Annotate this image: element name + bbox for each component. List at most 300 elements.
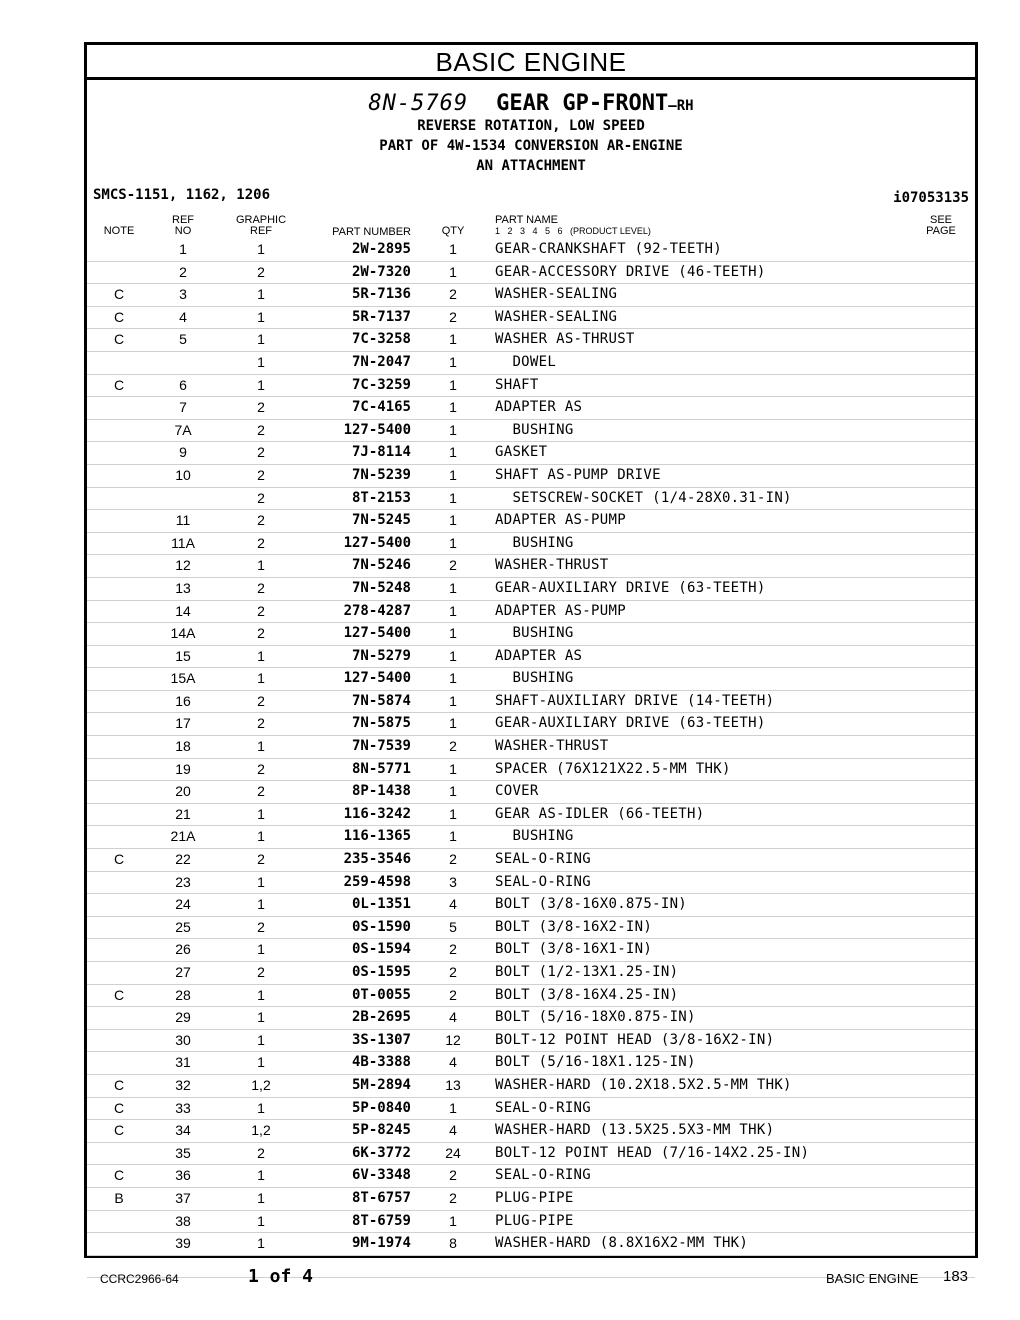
header-ref-no-line-1: REF (172, 214, 194, 226)
row-qty: 2 (449, 1189, 457, 1206)
row-graphic-ref: 1 (257, 1189, 265, 1206)
row-ref-no: 20 (175, 783, 191, 800)
row-qty: 1 (449, 760, 457, 777)
row-qty: 1 (449, 579, 457, 596)
row-part-number: 127-5400 (343, 421, 411, 438)
group-description-line-3: AN ATTACHMENT (476, 158, 586, 174)
row-part-name: BUSHING (495, 625, 574, 642)
row-part-number: 7N-5248 (351, 579, 411, 596)
row-qty: 1 (449, 715, 457, 732)
row-part-number: 0S-1590 (351, 918, 411, 935)
row-qty: 8 (449, 1235, 457, 1252)
row-graphic-ref: 1 (257, 738, 265, 755)
row-ref-no: 16 (175, 692, 191, 709)
row-part-number: 5P-8245 (351, 1122, 411, 1139)
row-ref-no: 30 (175, 1031, 191, 1048)
header-part-number: PART NUMBER (332, 226, 411, 238)
header-ref-no-line-2: NO (174, 225, 192, 237)
row-part-number: 259-4598 (343, 873, 411, 890)
row-ref-no: 6 (179, 376, 187, 393)
row-qty: 1 (449, 331, 457, 348)
table-row (87, 1188, 975, 1211)
row-part-name: WASHER-SEALING (495, 308, 618, 325)
row-part-number: 127-5400 (343, 534, 411, 551)
table-row (87, 262, 975, 285)
row-part-name: ADAPTER AS-PUMP (495, 512, 626, 529)
row-note: C (113, 1099, 125, 1116)
row-graphic-ref: 2 (257, 964, 265, 980)
row-part-number: 7N-7539 (351, 738, 411, 755)
row-part-number: 127-5400 (343, 625, 411, 642)
row-part-number: 7N-5875 (351, 715, 411, 732)
row-part-name: GEAR-ACCESSORY DRIVE (46-TEETH) (495, 263, 766, 280)
table-row (87, 985, 975, 1008)
header-graphic-ref-line-2: REF (250, 225, 272, 237)
row-part-number: 8T-6759 (351, 1212, 411, 1229)
row-qty: 1 (449, 376, 457, 393)
row-ref-no: 1 (179, 241, 187, 257)
row-graphic-ref: 2 (257, 466, 265, 483)
row-qty: 2 (449, 851, 457, 868)
row-qty: 4 (449, 1009, 457, 1026)
table-row (87, 1233, 975, 1256)
table-row (87, 465, 975, 488)
row-qty: 1 (449, 534, 457, 551)
row-part-number: 7N-5245 (351, 512, 411, 529)
row-qty: 2 (449, 964, 457, 980)
row-part-number: 235-3546 (343, 851, 411, 868)
row-graphic-ref: 2 (257, 602, 265, 619)
row-part-number: 7C-4165 (351, 399, 411, 416)
row-part-number: 2W-2895 (351, 241, 411, 257)
row-qty: 1 (449, 466, 457, 483)
row-part-number: 6K-3772 (351, 1144, 411, 1161)
row-ref-no: 17 (175, 715, 191, 732)
table-row (87, 1052, 975, 1075)
row-part-name: ADAPTER AS (495, 647, 583, 664)
row-part-number: 5R-7136 (351, 286, 411, 303)
row-part-name: GEAR AS-IDLER (66-TEETH) (495, 805, 705, 822)
header-part-name: PART NAME (495, 214, 558, 226)
row-part-name: BOLT (3/8-16X4.25-IN) (495, 986, 679, 1003)
table-row (87, 668, 975, 691)
row-qty: 2 (449, 308, 457, 325)
row-note: B (114, 1189, 124, 1206)
row-graphic-ref: 1 (257, 670, 265, 687)
row-part-name: GEAR-AUXILIARY DRIVE (63-TEETH) (495, 579, 766, 596)
table-row (87, 239, 975, 262)
table-row (87, 1211, 975, 1234)
row-part-name: SEAL-O-RING (495, 873, 592, 890)
row-ref-no: 38 (175, 1212, 191, 1229)
row-part-name: BUSHING (495, 670, 574, 687)
table-row (87, 601, 975, 624)
row-note: C (113, 286, 125, 303)
row-qty: 24 (445, 1144, 461, 1161)
row-qty: 1 (449, 1099, 457, 1116)
table-row (87, 533, 975, 556)
smcs-codes: SMCS-1151, 1162, 1206 (93, 187, 271, 203)
row-note: C (113, 986, 125, 1003)
illustration-id: i07053135 (893, 190, 969, 206)
row-part-name: SHAFT AS-PUMP DRIVE (495, 466, 661, 483)
row-qty: 5 (449, 918, 457, 935)
row-ref-no: 29 (175, 1009, 191, 1026)
row-graphic-ref: 1 (257, 308, 265, 325)
row-graphic-ref: 1 (257, 557, 265, 574)
row-part-number: 0L-1351 (351, 896, 411, 913)
row-qty: 1 (449, 828, 457, 845)
row-graphic-ref: 2 (257, 399, 265, 416)
row-qty: 1 (449, 647, 457, 664)
table-row (87, 917, 975, 940)
row-part-number: 4B-3388 (351, 1054, 411, 1071)
row-part-number: 9M-1974 (351, 1235, 411, 1252)
row-part-name: PLUG-PIPE (495, 1212, 574, 1229)
row-qty: 3 (449, 873, 457, 890)
row-note: C (113, 376, 125, 393)
row-graphic-ref: 2 (257, 263, 265, 280)
row-part-name: SEAL-O-RING (495, 851, 592, 868)
row-ref-no: 31 (175, 1054, 191, 1071)
row-graphic-ref: 2 (257, 692, 265, 709)
row-part-number: 5P-0840 (351, 1099, 411, 1116)
table-row (87, 397, 975, 420)
row-qty: 2 (449, 738, 457, 755)
table-row (87, 375, 975, 398)
row-qty: 1 (449, 602, 457, 619)
row-part-name: BOLT (5/16-18X1.125-IN) (495, 1054, 696, 1071)
row-ref-no: 21A (170, 828, 196, 845)
footer-section-name: BASIC ENGINE (826, 1271, 919, 1286)
row-graphic-ref: 1 (257, 1031, 265, 1048)
row-part-number: 7J-8114 (351, 444, 411, 461)
row-part-name: WASHER-HARD (8.8X16X2-MM THK) (495, 1235, 749, 1252)
row-graphic-ref: 1 (257, 376, 265, 393)
row-qty: 1 (449, 263, 457, 280)
row-ref-no: 26 (175, 941, 191, 958)
row-ref-no: 35 (175, 1144, 191, 1161)
row-graphic-ref: 1 (257, 353, 265, 370)
row-ref-no: 24 (175, 896, 191, 913)
row-graphic-ref: 2 (257, 512, 265, 529)
row-qty: 2 (449, 1167, 457, 1184)
table-row (87, 826, 975, 849)
row-part-name: BOLT-12 POINT HEAD (7/16-14X2.25-IN) (495, 1144, 810, 1161)
row-note: C (113, 331, 125, 348)
row-graphic-ref: 2 (257, 421, 265, 438)
row-part-number: 8N-5771 (351, 760, 411, 777)
row-qty: 1 (449, 1212, 457, 1229)
row-part-number: 8T-6757 (351, 1189, 411, 1206)
row-part-name: GEAR-AUXILIARY DRIVE (63-TEETH) (495, 715, 766, 732)
row-ref-no: 19 (175, 760, 191, 777)
row-ref-no: 14A (170, 625, 196, 642)
row-part-name: WASHER-HARD (13.5X25.5X3-MM THK) (495, 1122, 775, 1139)
row-ref-no: 4 (179, 308, 187, 325)
group-description-line-2: PART OF 4W-1534 CONVERSION AR-ENGINE (379, 138, 683, 154)
section-title: BASIC ENGINE (87, 45, 975, 80)
row-part-number: 116-1365 (343, 828, 411, 845)
row-part-number: 5M-2894 (351, 1076, 411, 1093)
table-row (87, 1007, 975, 1030)
table-row (87, 284, 975, 307)
table-row (87, 872, 975, 895)
row-ref-no: 23 (175, 873, 191, 890)
table-row (87, 759, 975, 782)
row-graphic-ref: 2 (257, 579, 265, 596)
header-see-page-line-1: SEE (929, 214, 952, 226)
row-graphic-ref: 1 (257, 1212, 265, 1229)
table-row (87, 1165, 975, 1188)
row-graphic-ref: 2 (257, 444, 265, 461)
row-ref-no: 7 (179, 399, 187, 416)
row-ref-no: 32 (175, 1076, 191, 1093)
row-graphic-ref: 2 (257, 760, 265, 777)
row-ref-no: 33 (175, 1099, 191, 1116)
row-qty: 12 (445, 1031, 461, 1048)
row-part-number: 6V-3348 (351, 1167, 411, 1184)
group-suffix: –RH (668, 98, 694, 114)
row-part-number: 3S-1307 (351, 1031, 411, 1048)
row-part-name: WASHER-THRUST (495, 738, 609, 755)
table-row (87, 646, 975, 669)
row-note: C (113, 1076, 125, 1093)
group-part-number: 8N-5769 (368, 91, 469, 116)
row-graphic-ref: 1 (257, 805, 265, 822)
row-ref-no: 34 (175, 1122, 191, 1139)
row-graphic-ref: 2 (257, 783, 265, 800)
row-ref-no: 21 (175, 805, 191, 822)
footer-page-number: 183 (943, 1268, 969, 1285)
row-part-name: BOLT-12 POINT HEAD (3/8-16X2-IN) (495, 1031, 775, 1048)
row-qty: 1 (449, 692, 457, 709)
row-part-name: BOLT (3/8-16X0.875-IN) (495, 896, 688, 913)
row-graphic-ref: 1 (257, 1054, 265, 1071)
table-row (87, 939, 975, 962)
row-graphic-ref: 1 (257, 986, 265, 1003)
row-part-name: BOLT (1/2-13X1.25-IN) (495, 964, 679, 980)
row-qty: 1 (449, 399, 457, 416)
row-graphic-ref: 1 (257, 1099, 265, 1116)
row-part-name: BUSHING (495, 534, 574, 551)
row-graphic-ref: 1 (257, 1009, 265, 1026)
row-ref-no: 7A (174, 421, 192, 438)
row-part-number: 7N-5239 (351, 466, 411, 483)
group-name: GEAR GP-FRONT (496, 91, 669, 116)
row-part-number: 7N-5279 (351, 647, 411, 664)
table-row (87, 1143, 975, 1166)
parts-list (87, 239, 975, 1278)
row-part-number: 7C-3258 (351, 331, 411, 348)
row-graphic-ref: 1,2 (251, 1076, 271, 1093)
table-row (87, 510, 975, 533)
row-graphic-ref: 1 (257, 1235, 265, 1252)
row-part-number: 0T-0055 (351, 986, 411, 1003)
row-part-number: 116-3242 (343, 805, 411, 822)
row-graphic-ref: 2 (257, 918, 265, 935)
row-part-name: SEAL-O-RING (495, 1167, 592, 1184)
row-qty: 1 (449, 421, 457, 438)
row-qty: 1 (449, 241, 457, 257)
row-part-name: WASHER-SEALING (495, 286, 618, 303)
row-ref-no: 3 (179, 286, 187, 303)
header-note: NOTE (103, 225, 135, 237)
row-part-name: DOWEL (495, 353, 557, 370)
row-qty: 2 (449, 986, 457, 1003)
group-title (87, 91, 975, 116)
table-row (87, 307, 975, 330)
row-part-name: BUSHING (495, 828, 574, 845)
row-ref-no: 9 (179, 444, 187, 461)
row-qty: 1 (449, 783, 457, 800)
table-row (87, 713, 975, 736)
table-row (87, 1120, 975, 1143)
footer-page-of: 1 of 4 (248, 1266, 314, 1287)
row-part-name: ADAPTER AS (495, 399, 583, 416)
row-qty: 1 (449, 670, 457, 687)
row-graphic-ref: 1 (257, 286, 265, 303)
row-ref-no: 15 (175, 647, 191, 664)
table-row (87, 894, 975, 917)
table-row (87, 420, 975, 443)
row-graphic-ref: 1 (257, 828, 265, 845)
row-part-name: BOLT (3/8-16X1-IN) (495, 941, 653, 958)
table-row (87, 781, 975, 804)
row-part-name: SHAFT-AUXILIARY DRIVE (14-TEETH) (495, 692, 775, 709)
row-ref-no: 12 (175, 557, 191, 574)
row-part-number: 7N-5246 (351, 557, 411, 574)
table-row (87, 555, 975, 578)
row-qty: 1 (449, 444, 457, 461)
row-part-name: SHAFT (495, 376, 539, 393)
row-graphic-ref: 2 (257, 625, 265, 642)
row-ref-no: 11 (175, 512, 191, 529)
row-graphic-ref: 2 (257, 489, 265, 506)
row-qty: 2 (449, 286, 457, 303)
row-qty: 1 (449, 805, 457, 822)
row-part-number: 0S-1595 (351, 964, 411, 980)
row-note: C (113, 851, 125, 868)
row-graphic-ref: 2 (257, 851, 265, 868)
table-row (87, 623, 975, 646)
row-ref-no: 22 (175, 851, 191, 868)
row-ref-no: 27 (175, 964, 191, 980)
row-part-number: 7N-5874 (351, 692, 411, 709)
row-part-number: 2W-7320 (351, 263, 411, 280)
row-ref-no: 14 (175, 602, 191, 619)
table-row (87, 691, 975, 714)
row-graphic-ref: 1 (257, 1167, 265, 1184)
row-ref-no: 13 (175, 579, 191, 596)
group-description-line-1: REVERSE ROTATION, LOW SPEED (417, 118, 645, 134)
row-part-number: 2B-2695 (351, 1009, 411, 1026)
header-qty: QTY (441, 225, 465, 237)
row-part-number: 5R-7137 (351, 308, 411, 325)
row-part-name: BUSHING (495, 421, 574, 438)
row-note: C (113, 1167, 125, 1184)
row-ref-no: 28 (175, 986, 191, 1003)
table-row (87, 352, 975, 375)
row-ref-no: 25 (175, 918, 191, 935)
row-part-number: 8P-1438 (351, 783, 411, 800)
header-see-page-line-2: PAGE (926, 225, 956, 237)
row-part-number: 0S-1594 (351, 941, 411, 958)
parts-page-frame (84, 42, 978, 1258)
table-row (87, 442, 975, 465)
row-graphic-ref: 1 (257, 896, 265, 913)
row-part-number: 7C-3259 (351, 376, 411, 393)
row-graphic-ref: 1 (257, 331, 265, 348)
row-part-name: WASHER-THRUST (495, 557, 609, 574)
row-part-name: WASHER AS-THRUST (495, 331, 635, 348)
row-qty: 1 (449, 489, 457, 506)
row-ref-no: 18 (175, 738, 191, 755)
row-graphic-ref: 1 (257, 873, 265, 890)
row-note: C (113, 1122, 125, 1139)
row-qty: 4 (449, 1054, 457, 1071)
table-row (87, 1030, 975, 1053)
footer-document-code: CCRC2966-64 (100, 1272, 179, 1286)
row-ref-no: 2 (179, 263, 187, 280)
row-qty: 4 (449, 1122, 457, 1139)
row-part-number: 7N-2047 (351, 353, 411, 370)
row-qty: 2 (449, 557, 457, 574)
row-qty: 1 (449, 625, 457, 642)
row-ref-no: 11A (171, 534, 195, 551)
row-ref-no: 37 (175, 1189, 191, 1206)
row-graphic-ref: 2 (257, 715, 265, 732)
row-qty: 1 (449, 353, 457, 370)
row-part-name: SPACER (76X121X22.5-MM THK) (495, 760, 731, 777)
row-part-name: SEAL-O-RING (495, 1099, 592, 1116)
row-part-name: SETSCREW-SOCKET (1/4-28X0.31-IN) (495, 489, 792, 506)
row-note: C (113, 308, 125, 325)
row-part-number: 127-5400 (343, 670, 411, 687)
table-row (87, 736, 975, 759)
row-graphic-ref: 2 (257, 534, 265, 551)
row-part-name: BOLT (3/8-16X2-IN) (495, 918, 653, 935)
table-row (87, 329, 975, 352)
table-row (87, 1098, 975, 1121)
row-qty: 1 (449, 512, 457, 529)
row-qty: 13 (445, 1076, 461, 1093)
row-qty: 2 (449, 941, 457, 958)
row-part-number: 278-4287 (343, 602, 411, 619)
row-graphic-ref: 1 (257, 941, 265, 958)
table-row (87, 962, 975, 985)
row-qty: 4 (449, 896, 457, 913)
table-row (87, 804, 975, 827)
row-part-name: WASHER-HARD (10.2X18.5X2.5-MM THK) (495, 1076, 792, 1093)
row-part-name: BOLT (5/16-18X0.875-IN) (495, 1009, 696, 1026)
row-graphic-ref: 1,2 (251, 1122, 271, 1139)
row-ref-no: 36 (175, 1167, 191, 1184)
row-graphic-ref: 1 (257, 241, 265, 257)
row-ref-no: 5 (179, 331, 187, 348)
header-graphic-ref-line-1: GRAPHIC (235, 214, 287, 226)
row-ref-no: 10 (175, 466, 191, 483)
row-part-number: 8T-2153 (351, 489, 411, 506)
row-part-name: ADAPTER AS-PUMP (495, 602, 626, 619)
row-ref-no: 15A (170, 670, 196, 687)
row-ref-no: 39 (175, 1235, 191, 1252)
table-row (87, 578, 975, 601)
row-part-name: COVER (495, 783, 539, 800)
table-row (87, 488, 975, 511)
row-part-name: PLUG-PIPE (495, 1189, 574, 1206)
header-product-level: 1 2 3 4 5 6 (PRODUCT LEVEL) (495, 226, 651, 236)
